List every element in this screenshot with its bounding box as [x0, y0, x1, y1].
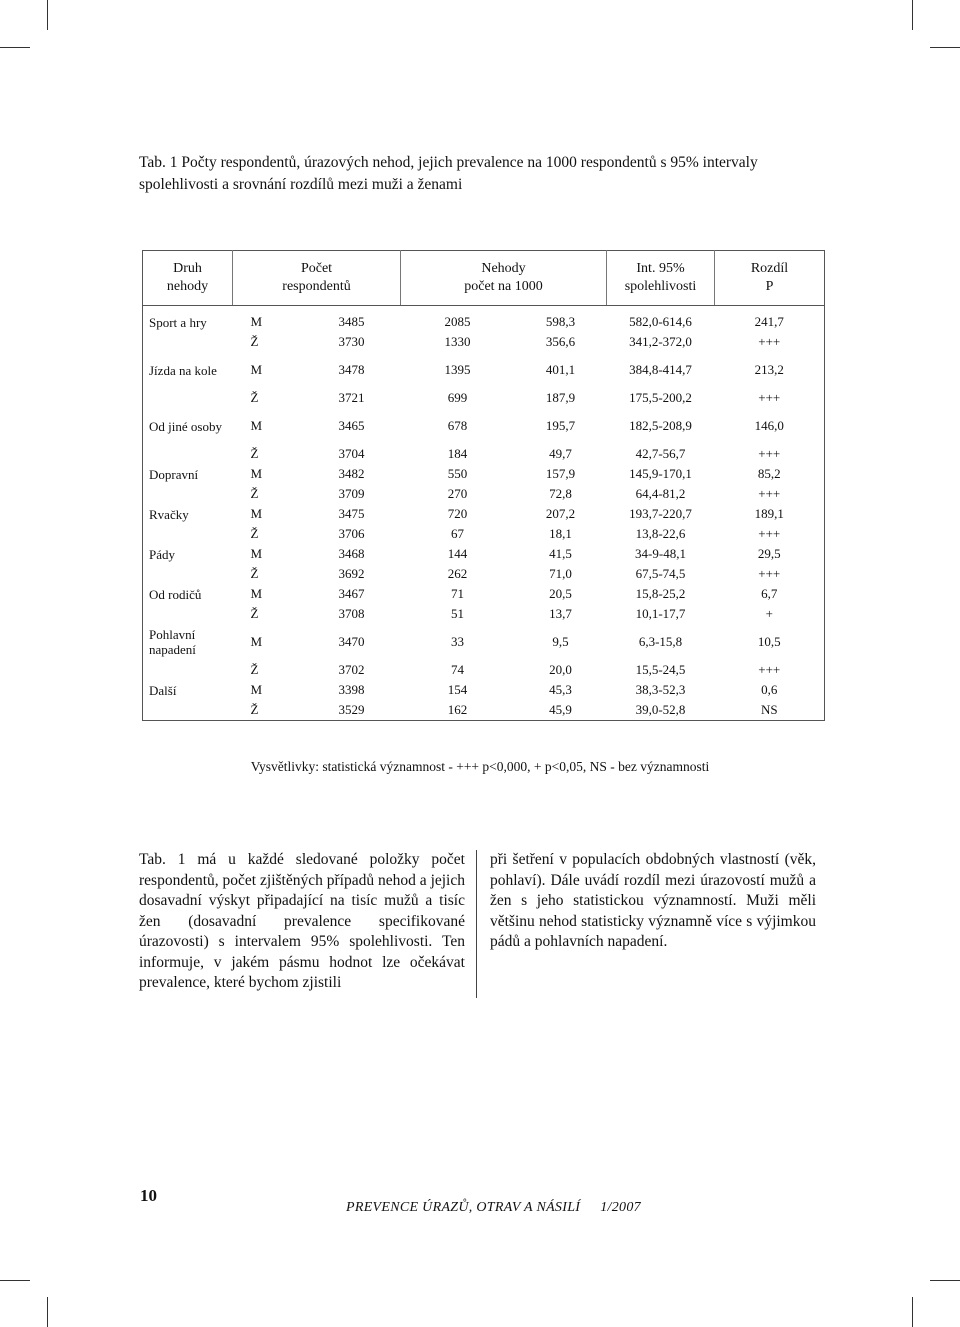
cell-accident-type	[143, 444, 233, 464]
cell-accident-type: Od jiné osoby	[149, 418, 222, 434]
cell-accidents: 67	[451, 526, 464, 541]
table-row	[143, 464, 825, 484]
cell-difference: +++	[758, 662, 781, 677]
cell-accidents: 550	[447, 466, 468, 481]
header-respondents: Počet respondentů	[233, 251, 401, 306]
cell-difference: +	[765, 606, 773, 621]
cell-difference: 29,5	[757, 546, 781, 561]
crop-mark	[47, 1297, 48, 1327]
cell-accident-type: Dopravní	[149, 466, 199, 482]
cell-accidents: 162	[447, 702, 468, 717]
cell-sex: M	[250, 506, 263, 521]
table-row	[143, 484, 825, 504]
table-row	[143, 624, 825, 660]
page-number: 10	[140, 1186, 157, 1205]
cell-difference: +++	[758, 566, 781, 581]
cell-sex: M	[250, 586, 263, 601]
journal-issue: 1/2007	[600, 1200, 641, 1215]
cell-sex: M	[250, 466, 263, 481]
cell-sex: Ž	[250, 390, 259, 405]
cell-accident-type	[143, 700, 233, 721]
cell-respondents: 3692	[338, 566, 365, 581]
cell-per-1000: 45,9	[549, 702, 572, 717]
cell-accident-type	[143, 332, 233, 352]
running-footer	[346, 1200, 641, 1216]
cell-accidents: 154	[447, 682, 468, 697]
cell-sex: M	[250, 314, 263, 329]
cell-per-1000: 49,7	[549, 446, 572, 461]
cell-respondents: 3708	[338, 606, 365, 621]
cell-difference: 85,2	[757, 466, 781, 481]
cell-difference: 189,1	[754, 506, 784, 521]
cell-respondents: 3702	[338, 662, 365, 677]
table-row	[143, 524, 825, 544]
cell-difference: 6,7	[761, 586, 778, 601]
cell-accident-type: Další	[149, 682, 177, 698]
cell-difference: 146,0	[754, 418, 784, 433]
crop-mark	[0, 47, 30, 48]
crop-mark	[912, 0, 913, 30]
cell-respondents: 3482	[338, 466, 365, 481]
table-row	[143, 388, 825, 408]
cell-sex: Ž	[250, 662, 259, 677]
cell-per-1000: 356,6	[545, 334, 576, 349]
accident-table	[142, 250, 825, 721]
table-row	[143, 352, 825, 388]
cell-confidence-interval: 182,5-208,9	[629, 418, 692, 433]
cell-per-1000: 187,9	[545, 390, 576, 405]
cell-difference: +++	[758, 446, 781, 461]
cell-respondents: 3468	[338, 546, 365, 561]
cell-accidents: 74	[451, 662, 464, 677]
table-header-row	[143, 251, 825, 306]
cell-sex: Ž	[250, 334, 259, 349]
cell-respondents: 3398	[338, 682, 365, 697]
cell-sex: Ž	[250, 486, 259, 501]
cell-sex: Ž	[250, 446, 259, 461]
cell-confidence-interval: 39,0-52,8	[635, 702, 686, 717]
journal-title: PREVENCE ÚRAZŮ, OTRAV A NÁSILÍ	[346, 1200, 581, 1215]
cell-confidence-interval: 582,0-614,6	[629, 314, 692, 329]
cell-confidence-interval: 15,8-25,2	[635, 586, 686, 601]
cell-sex: M	[250, 682, 263, 697]
cell-accidents: 270	[447, 486, 468, 501]
cell-accident-type: Rvačky	[149, 506, 189, 522]
cell-accidents: 678	[447, 418, 468, 433]
cell-confidence-interval: 42,7-56,7	[635, 446, 686, 461]
crop-mark	[0, 1280, 30, 1281]
cell-respondents: 3529	[338, 702, 365, 717]
cell-accident-type	[143, 604, 233, 624]
table-row	[143, 604, 825, 624]
cell-respondents: 3709	[338, 486, 365, 501]
table-legend: Vysvětlivky: statistická významnost - +++ p<0,000, + p<0,05, NS - bez významnosti	[250, 759, 710, 774]
cell-sex: Ž	[250, 702, 259, 717]
cell-respondents: 3704	[338, 446, 365, 461]
crop-mark	[930, 1280, 960, 1281]
cell-per-1000: 157,9	[545, 466, 576, 481]
cell-accident-type: Od rodičů	[149, 586, 202, 602]
cell-per-1000: 71,0	[549, 566, 572, 581]
cell-confidence-interval: 175,5-200,2	[629, 390, 692, 405]
column-divider	[476, 850, 477, 998]
cell-accidents: 720	[447, 506, 468, 521]
cell-accidents: 71	[451, 586, 464, 601]
cell-respondents: 3730	[338, 334, 365, 349]
cell-accident-type	[143, 484, 233, 504]
cell-confidence-interval: 10,1-17,7	[635, 606, 686, 621]
cell-confidence-interval: 13,8-22,6	[635, 526, 686, 541]
cell-sex: Ž	[250, 526, 259, 541]
cell-accident-type: Pády	[149, 546, 175, 562]
cell-per-1000: 598,3	[545, 314, 576, 329]
cell-confidence-interval: 193,7-220,7	[629, 506, 692, 521]
cell-respondents: 3470	[338, 634, 365, 649]
cell-difference: NS	[760, 702, 778, 717]
header-difference: Rozdíl P	[715, 251, 825, 306]
cell-confidence-interval: 34-9-48,1	[635, 546, 686, 561]
cell-accident-type: Sport a hry	[149, 314, 207, 330]
table-row	[143, 584, 825, 604]
cell-confidence-interval: 15,5-24,5	[635, 662, 686, 677]
cell-difference: 241,7	[754, 314, 784, 329]
table-row	[143, 660, 825, 680]
cell-confidence-interval: 6,3-15,8	[638, 634, 683, 649]
cell-accidents: 1330	[444, 334, 471, 349]
header-confidence-interval: Int. 95% spolehlivosti	[607, 251, 715, 306]
cell-confidence-interval: 384,8-414,7	[629, 362, 692, 377]
cell-respondents: 3478	[338, 362, 365, 377]
cell-difference: 0,6	[761, 682, 778, 697]
cell-accident-type	[143, 524, 233, 544]
table-row	[143, 544, 825, 564]
cell-difference: +++	[758, 390, 781, 405]
cell-difference: +++	[758, 486, 781, 501]
cell-per-1000: 72,8	[549, 486, 572, 501]
table-row	[143, 680, 825, 700]
cell-accidents: 51	[451, 606, 464, 621]
table-row	[143, 332, 825, 352]
cell-respondents: 3475	[338, 506, 365, 521]
cell-per-1000: 20,0	[549, 662, 572, 677]
cell-accidents: 184	[447, 446, 468, 461]
table-row	[143, 408, 825, 444]
cell-accident-type	[143, 388, 233, 408]
cell-difference: 213,2	[754, 362, 784, 377]
body-text-right-column: při šetření v populacích obdobných vlastností (věk, pohlaví). Dále uvádí rozdíl mezi úrazovostí mužů a žen s jeho statistickou významností. Muži měli většinu nehod statisticky významně více s výjimkou pádů a pohlavních napadení.	[490, 851, 816, 950]
cell-respondents: 3706	[338, 526, 365, 541]
table-caption: Tab. 1 Počty respondentů, úrazových nehod, jejich prevalence na 1000 respondentů s 95% intervaly spolehlivosti a srovnání rozdílů mezi muži a ženami	[139, 154, 758, 193]
cell-sex: M	[250, 418, 263, 433]
table-row	[143, 700, 825, 721]
table-row	[143, 306, 825, 333]
cell-sex: M	[250, 546, 263, 561]
cell-difference: 10,5	[757, 634, 781, 649]
cell-accidents: 262	[447, 566, 468, 581]
header-accidents: Nehody počet na 1000	[401, 251, 607, 306]
cell-per-1000: 207,2	[545, 506, 576, 521]
crop-mark	[912, 1297, 913, 1327]
cell-confidence-interval: 341,2-372,0	[629, 334, 692, 349]
cell-confidence-interval: 145,9-170,1	[629, 466, 692, 481]
cell-per-1000: 13,7	[549, 606, 572, 621]
cell-per-1000: 45,3	[549, 682, 572, 697]
cell-respondents: 3485	[338, 314, 365, 329]
table-row	[143, 504, 825, 524]
cell-accident-type: Jízda na kole	[149, 362, 217, 378]
cell-accident-type	[143, 564, 233, 584]
table-row	[143, 564, 825, 584]
cell-confidence-interval: 64,4-81,2	[635, 486, 686, 501]
cell-per-1000: 195,7	[545, 418, 576, 433]
cell-respondents: 3465	[338, 418, 365, 433]
cell-accident-type: Pohlavní napadení	[149, 627, 196, 657]
crop-mark	[47, 0, 48, 30]
crop-mark	[930, 47, 960, 48]
cell-accidents: 144	[447, 546, 468, 561]
cell-per-1000: 18,1	[549, 526, 572, 541]
cell-accident-type	[143, 660, 233, 680]
table-row	[143, 444, 825, 464]
cell-confidence-interval: 38,3-52,3	[635, 682, 686, 697]
cell-per-1000: 401,1	[545, 362, 576, 377]
cell-sex: Ž	[250, 606, 259, 621]
cell-respondents: 3721	[338, 390, 365, 405]
cell-accidents: 33	[451, 634, 464, 649]
cell-accidents: 1395	[444, 362, 471, 377]
cell-per-1000: 9,5	[552, 634, 569, 649]
cell-sex: M	[250, 634, 263, 649]
cell-per-1000: 41,5	[549, 546, 572, 561]
cell-respondents: 3467	[338, 586, 365, 601]
cell-accidents: 2085	[444, 314, 471, 329]
cell-per-1000: 20,5	[549, 586, 572, 601]
cell-accidents: 699	[447, 390, 468, 405]
header-type: Druh nehody	[143, 251, 233, 306]
cell-sex: M	[250, 362, 263, 377]
cell-difference: +++	[758, 334, 781, 349]
cell-confidence-interval: 67,5-74,5	[635, 566, 686, 581]
cell-difference: +++	[758, 526, 781, 541]
cell-sex: Ž	[250, 566, 259, 581]
body-text-left-column: Tab. 1 má u každé sledované položky počet respondentů, počet zjištěných případů nehod a jejich dosavadní výskyt připadající na tisíc mužů a tisíc žen (dosavadní prevalence specifikované úrazovosti) s intervalem 95% spolehlivosti. Ten informuje, v jakém pásmu hodnot lze očekávat prevalence, které bychom zjistili	[139, 851, 465, 991]
